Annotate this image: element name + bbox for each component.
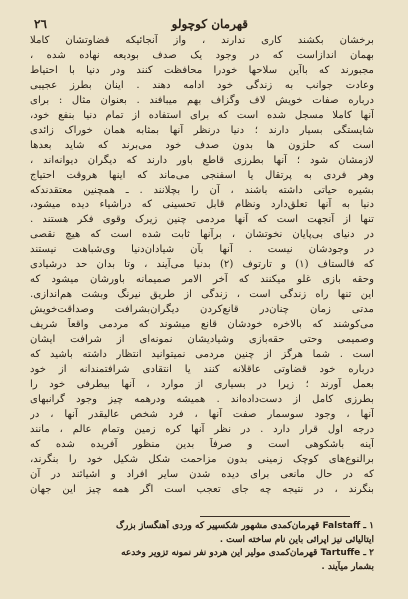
body-line: که فالستاف (١) و تارتوف (٢) بدنیا می‌آیند ، وتا بدان حد درشیادی	[30, 259, 374, 271]
footnote-line	[30, 561, 374, 575]
body-line: در دنیای بی‌پایان نخوتشان ، برآنها ثابت شده است که هیچ نقصی	[30, 229, 374, 241]
footnote-text: قهرمان‌کمدی مولیر این هردو نفر نمونه تزویر وخدعه	[121, 548, 318, 558]
body-line: است . شما هرگز از چنین مردمی نمیتوانید انتظار داشته باشید که	[30, 349, 374, 361]
body-line: درجه اول قرار دارد . در نظر آنها کره زمین وتمام عالم ، مانند	[30, 423, 374, 435]
footnote-line	[30, 534, 374, 548]
body-line: لازمشان شود ؛ آنها بطرزی قاطع باور دارند که دیگران دیوانه‌اند ،	[30, 154, 374, 166]
body-line: وحقه بازی غلو میکنند که آخر الامر صمیمانه باورشان میشود که	[30, 274, 374, 286]
body-text	[30, 34, 374, 504]
footnote-line	[30, 547, 374, 561]
body-line: که در حال مانعی برای دیده شدن سایر افراد و اشیائند در آن	[30, 468, 374, 480]
body-line: دنیا به آنها تعلق‌دارد ونظام قابل تحسینی که دراشیاء دیده میشود،	[30, 199, 374, 211]
body-line: است که حلزون ها بدون صدف خود می‌برند که شاید بعدها	[30, 139, 374, 151]
footnote-line	[30, 520, 374, 534]
body-line: وعادت جوانب به زندگی خود ادامه دهند . اینان بطرز عجیبی	[30, 79, 374, 91]
footnotes	[30, 520, 374, 574]
body-line: شایستگی بسیار دارند ؛ دنیا درنظر آنها بمثابه همان خوراک زائدی	[30, 124, 374, 136]
body-line: تنها از آنجهت است که آنها مردمی چنین زیرک وقوی فکر هستند .	[30, 214, 374, 226]
footnote-divider	[200, 516, 350, 517]
body-line: آنها ، وجود سوسمار صفت آنها ، فرد شخص عالیقدر آنها ، در	[30, 408, 374, 420]
body-line: این تنها راه زندگی است ، زندگی از طریق نیرنگ وبشت هم‌اندازی.	[30, 289, 374, 301]
body-line: مدتی زمان چنان‌در قانع‌کردن دیگران‌بشرافت وصداقت‌خویش	[30, 304, 374, 316]
body-line: بهمان اندازاست که در وجود یک صدف بودیعه نهاده شده ،	[30, 49, 374, 61]
body-line: آنها کاملا مسجل شده است که برای استفاده از تمام دنیا بنفع خود،	[30, 109, 374, 121]
body-line: برخشان بکشند کاری ندارند ، واز آنجائیکه قضاوتشان کاملا	[30, 35, 374, 46]
page-header	[34, 14, 368, 34]
body-line: می‌کوشند که بالاخره خودشان قانع میشوند که مردمی واقعاً شریف	[30, 319, 374, 331]
body-line: آینه باشکوهی است و صرفاً بدین منظور آفریده شده که	[30, 438, 374, 450]
body-line: مجبورند که باآین سلاحها خودرا محافظت کنند ودر دنیا با احتیاط	[30, 64, 374, 76]
footnote-term: Tartuffe	[320, 548, 361, 558]
body-line: بشیره حیاتی داشته باشند ، آن را بچلانند . ـ همچنین معتقدندکه	[30, 184, 374, 196]
body-line: بطرزی کامل از دست‌داده‌اند . همیشه ودرهمه چیز وجود گرانبهای	[30, 393, 374, 405]
footnote-marker: ٢ ـ	[360, 548, 374, 558]
footnote-text: قهرمان‌کمدی مشهور شکسپیر که وردی آهنگساز بزرگ	[115, 521, 320, 531]
page-number: ٢٦	[34, 17, 47, 31]
body-line: برالنوع‌های کوچک زمینی بدون مزاحمت شکل شکیل خود را بنگرند،	[30, 453, 374, 465]
body-line: درباره صفات خویش لاف وگزاف بهم میبافند . بعنوان مثال : برای	[30, 94, 374, 106]
body-line: بنگرند ، در نتیجه چه جای تعجب است اگر همه چیز این جهان	[30, 483, 374, 495]
footnote-text: بشمار میآیند .	[321, 561, 374, 572]
body-line: وهر فردی به پرتقال یا اسفنجی می‌ماند که اینها هروقت احتیاج	[30, 169, 374, 181]
footnote-term: Falstaff	[322, 521, 361, 531]
footnote-marker: ١ ـ	[360, 521, 374, 531]
footnote-text: ایتالیائی نیز اپرائی باین نام ساخته است .	[219, 534, 374, 545]
running-title: قهرمان کوچولو	[171, 17, 248, 31]
body-line: بعمل آورند ؛ زیرا در بسیاری از موارد ، آنها بیطرفی خود را	[30, 378, 374, 390]
body-line: وصمیمی وحتی حقه‌بازی وشیادیشان نمونه‌ای از شرافت ایشان	[30, 334, 374, 346]
body-line: درباره خود قضاوتی عاقلانه کنند یا انتقادی شرافتمندانه از خود	[30, 363, 374, 375]
body-line: در وجودشان نیست . آنها بآن شیادان‌دنیا وی‌شباهت نیستند	[30, 244, 374, 256]
